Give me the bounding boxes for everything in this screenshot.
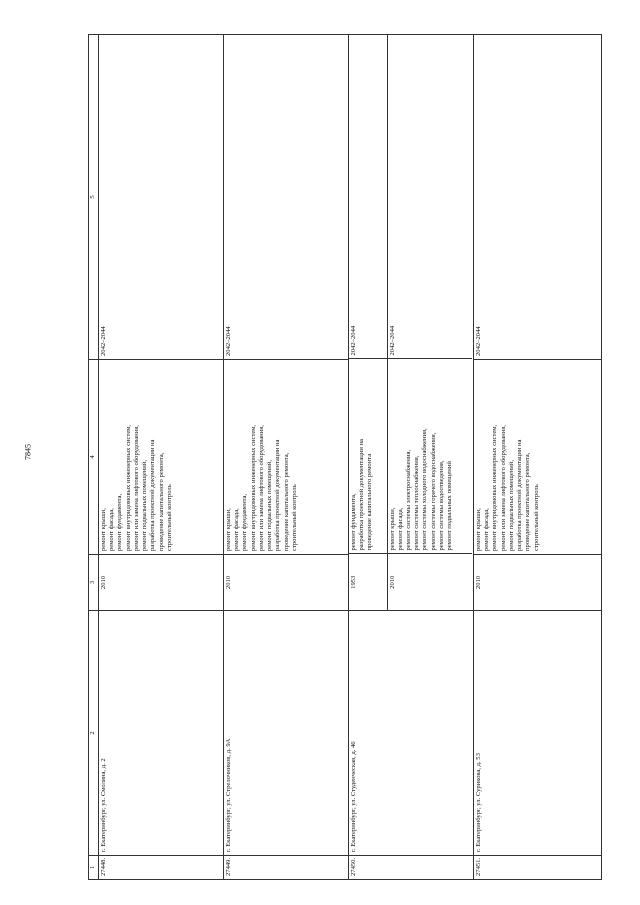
work-item: ремонт фундамента, — [350, 493, 357, 551]
year-cell: 2010 — [224, 555, 349, 611]
page-number: 7845 — [23, 444, 33, 460]
table-row — [349, 35, 474, 880]
work-item: ремонт или замена лифтового оборудования, — [257, 425, 265, 551]
period-cell: 2042–2044 — [99, 35, 224, 360]
work-item: разработка проектной документации на — [358, 439, 366, 551]
year-cell: 2010 — [387, 554, 472, 610]
split-block-cell — [349, 35, 474, 611]
work-item: строительный контроль — [532, 484, 540, 551]
work-item: ремонт внутридомовых инженерных систем, — [491, 424, 499, 551]
works-cell — [99, 360, 224, 555]
row-number: 27448. — [99, 856, 224, 880]
address-cell: г. Екатеринбург, ул. Сурикова, д. 53 — [474, 611, 602, 856]
rotated-page — [88, 35, 618, 880]
work-item: разработка проектной документации на — [274, 439, 282, 551]
address-cell: г. Екатеринбург, ул. Смоляна, д. 2 — [99, 611, 224, 856]
row-number: 27451. — [474, 856, 602, 880]
work-item: ремонт системы теплоснабжения, — [413, 455, 421, 551]
work-item: ремонт внутридомовых инженерных систем, — [249, 424, 257, 551]
header-row — [89, 35, 99, 880]
table-row — [474, 35, 602, 880]
work-item: проведение капитального ремонта — [366, 453, 374, 551]
address-cell: г. Екатеринбург, ул. Студенческая, д. 46 — [349, 611, 474, 856]
table-row — [99, 35, 224, 880]
header-cell-3: 3 — [89, 555, 99, 611]
works-cell — [474, 360, 602, 555]
work-item: ремонт или замена лифтового оборудования, — [132, 425, 140, 551]
work-item: проведение капитального ремонта, — [157, 452, 165, 551]
work-item: проведение капитального ремонта, — [282, 452, 290, 551]
work-item: ремонт внутридомовых инженерных систем, — [124, 424, 132, 551]
work-item: ремонт подвальных помещений, — [141, 460, 149, 551]
header-cell-1: 1 — [89, 856, 99, 880]
work-item: строительный контроль — [290, 484, 298, 551]
split-inner-table — [349, 34, 472, 610]
work-item: ремонт фундамента, — [116, 493, 124, 551]
row-number: 27449. — [224, 856, 349, 880]
row-number: 27450. — [349, 856, 474, 880]
split-sub-row — [387, 34, 472, 610]
work-item: ремонт крыши, — [475, 508, 482, 551]
repair-schedule-table — [88, 34, 602, 880]
header-cell-5: 5 — [89, 35, 99, 360]
work-item: ремонт крыши, — [100, 508, 107, 551]
period-cell: 2042–2044 — [350, 325, 357, 356]
work-item: ремонт крыши, — [388, 507, 396, 551]
works-cell — [224, 360, 349, 555]
work-item: ремонт системы водоотведения, — [437, 460, 445, 551]
works-cell — [349, 359, 387, 554]
table-body — [99, 35, 602, 880]
work-item: ремонт подвальных помещений — [446, 461, 454, 551]
year-cell: 2010 — [99, 555, 224, 611]
year-cell: 2010 — [474, 555, 602, 611]
work-item: ремонт системы горячего водоснабжения, — [429, 432, 437, 551]
work-item: строительный контроль — [165, 484, 173, 551]
work-item: ремонт подвальных помещений, — [507, 460, 515, 551]
work-item: ремонт или замена лифтового оборудования, — [499, 425, 507, 551]
work-item: ремонт подвальных помещений, — [266, 460, 274, 551]
year-cell: 1953 — [349, 554, 387, 610]
work-item: ремонт системы электроснабжения, — [404, 449, 412, 551]
work-item: ремонт фасада, — [483, 508, 491, 551]
header-cell-4: 4 — [89, 360, 99, 555]
work-item: ремонт фундамента, — [241, 493, 249, 551]
work-item: ремонт системы холодного водоснабжения, — [421, 428, 429, 551]
work-item: проведение капитального ремонта, — [524, 452, 532, 551]
work-item: разработка проектной документации на — [516, 439, 524, 551]
work-item: ремонт фасада, — [396, 507, 404, 551]
period-cell: 2042–2044 — [474, 35, 602, 360]
work-item: ремонт фасада, — [108, 508, 116, 551]
table-row — [224, 35, 349, 880]
address-cell: г. Екатеринбург, ул. Стрелочников, д. 9А — [224, 611, 349, 856]
work-item: ремонт фасада, — [233, 508, 241, 551]
split-sub-row — [349, 34, 387, 610]
work-item: ремонт крыши, — [225, 508, 232, 551]
works-cell — [387, 359, 472, 554]
period-cell: 2042–2044 — [224, 35, 349, 360]
header-cell-2: 2 — [89, 611, 99, 856]
period-cell: 2042–2044 — [387, 34, 472, 359]
work-item: разработка проектной документации на — [149, 439, 157, 551]
